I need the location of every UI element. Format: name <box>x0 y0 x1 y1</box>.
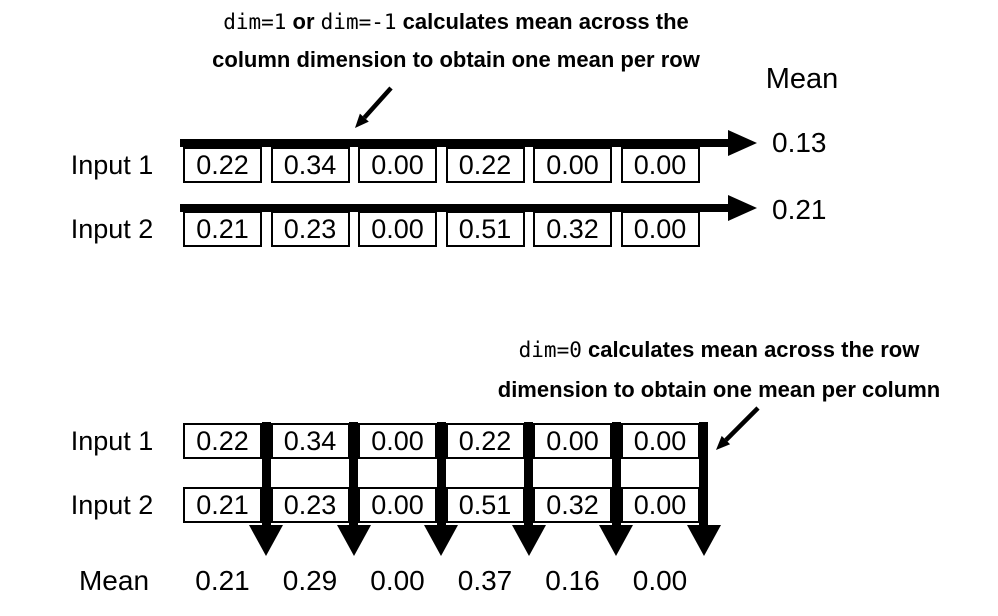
top-input1-label: Input 1 <box>70 150 154 180</box>
arrow-shaft <box>180 139 730 147</box>
matrix-cell: 0.22 <box>183 423 262 459</box>
top-caption-or: or <box>286 9 321 34</box>
arrow-head <box>728 195 757 221</box>
matrix-cell: 0.22 <box>446 423 525 459</box>
matrix-cell: 0.00 <box>621 423 700 459</box>
matrix-cell: 0.34 <box>271 147 350 183</box>
top-caption-line2: column dimension to obtain one mean per row <box>212 47 700 72</box>
row1-mean-value: 0.13 <box>772 127 827 158</box>
mean-col4-value: 0.37 <box>457 565 513 596</box>
matrix-cell: 0.00 <box>621 487 700 523</box>
matrix-cell: 0.00 <box>358 487 437 523</box>
mean-col6-value: 0.00 <box>632 565 688 596</box>
matrix-cell: 0.00 <box>621 147 700 183</box>
matrix-cell: 0.32 <box>533 487 612 523</box>
mean-column-header: Mean <box>765 63 839 95</box>
code-dim-neg1: dim=-1 <box>320 10 397 34</box>
matrix-cell: 0.21 <box>183 487 262 523</box>
mean-col2-value: 0.29 <box>282 565 338 596</box>
matrix-cell: 0.32 <box>533 211 612 247</box>
mean-col5-value: 0.16 <box>545 565 600 596</box>
bottom-caption <box>440 330 998 410</box>
bottom-mean-label: Mean <box>78 565 150 596</box>
annotation-pointer-arrow-bottom <box>712 404 772 464</box>
matrix-cell: 0.21 <box>183 211 262 247</box>
bottom-caption-rest: calculates mean across the row <box>581 337 920 362</box>
matrix-cell: 0.00 <box>533 147 612 183</box>
matrix-cell: 0.34 <box>271 423 350 459</box>
matrix-cell: 0.00 <box>621 211 700 247</box>
matrix-cell: 0.00 <box>358 423 437 459</box>
matrix-cell: 0.00 <box>358 147 437 183</box>
bottom-caption-line2: dimension to obtain one mean per column <box>497 377 941 402</box>
code-dim1: dim=1 <box>223 10 287 34</box>
matrix-cell: 0.51 <box>446 487 525 523</box>
arrow-head <box>728 130 757 156</box>
top-input1-boxes <box>183 147 700 183</box>
bottom-input2-label: Input 2 <box>70 490 154 520</box>
matrix-cell: 0.22 <box>446 147 525 183</box>
bottom-input1-label: Input 1 <box>70 426 154 456</box>
top-caption <box>150 3 762 79</box>
top-input2-boxes <box>183 211 700 247</box>
bottom-caption-line1 <box>440 330 998 370</box>
mean-col1-value: 0.21 <box>195 565 250 596</box>
matrix-cell: 0.23 <box>271 211 350 247</box>
top-caption-line1 <box>150 3 762 41</box>
top-input2-label: Input 2 <box>70 214 154 244</box>
matrix-cell: 0.51 <box>446 211 525 247</box>
row2-mean-value: 0.21 <box>772 194 827 225</box>
matrix-cell: 0.00 <box>533 423 612 459</box>
code-dim0: dim=0 <box>518 338 582 362</box>
matrix-cell: 0.23 <box>271 487 350 523</box>
matrix-cell: 0.00 <box>358 211 437 247</box>
matrix-cell: 0.22 <box>183 147 262 183</box>
top-caption-rest: calculates mean across the <box>396 9 689 34</box>
mean-col3-value: 0.00 <box>370 565 425 596</box>
